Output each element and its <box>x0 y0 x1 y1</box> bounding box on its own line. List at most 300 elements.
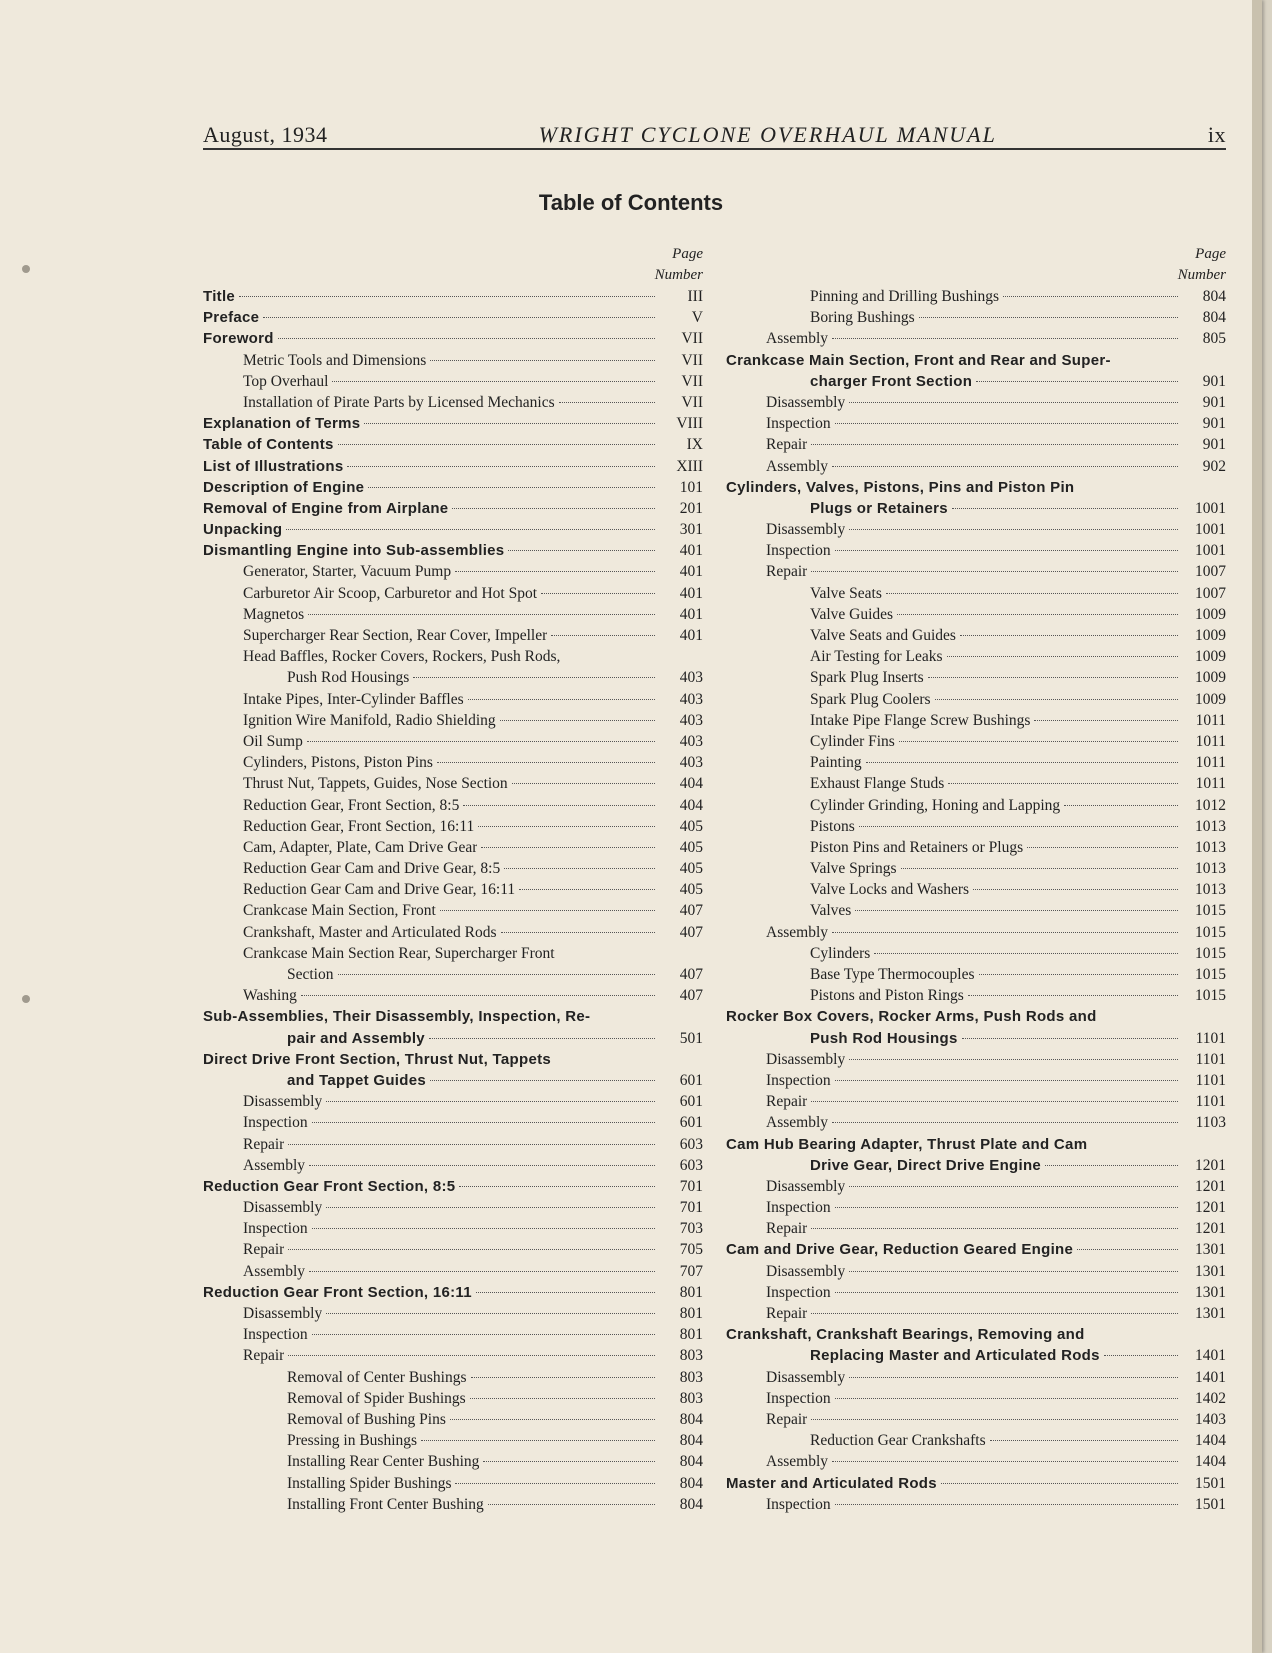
toc-entry-page: 403 <box>679 669 703 687</box>
toc-entry-label: charger Front Section <box>810 372 973 390</box>
dot-leader <box>468 699 655 700</box>
toc-entry-page: 1401 <box>1195 1368 1226 1386</box>
toc-entry <box>203 1239 703 1260</box>
toc-entry-page: 804 <box>679 1432 703 1450</box>
toc-entry-label: Assembly <box>766 1453 828 1471</box>
toc-entry <box>203 1049 703 1070</box>
toc-entry <box>203 1134 703 1155</box>
toc-entry-label: Crankcase Main Section, Front <box>243 902 436 920</box>
toc-entry <box>203 1494 703 1515</box>
dot-leader <box>973 889 1178 890</box>
toc-entry-label: Disassembly <box>766 1177 846 1195</box>
toc-entry-page: 901 <box>1202 372 1226 390</box>
toc-entry-label: Removal of Spider Bushings <box>287 1389 466 1407</box>
toc-entry-page: 1015 <box>1195 944 1226 962</box>
toc-entry-page: 1404 <box>1195 1432 1226 1450</box>
toc-entry-label: List of Illustrations <box>203 457 344 475</box>
toc-entry <box>203 689 703 710</box>
dot-leader <box>948 783 1178 784</box>
toc-entry-page: 1009 <box>1195 627 1226 644</box>
toc-entry-label: Exhaust Flange Studs <box>810 775 945 793</box>
toc-entry-page: 1401 <box>1195 1347 1226 1365</box>
toc-entry <box>726 1324 1226 1345</box>
dot-leader <box>470 1398 655 1399</box>
toc-entry-page: 705 <box>679 1241 703 1259</box>
toc-entry <box>203 1451 703 1472</box>
dot-leader <box>326 1313 655 1314</box>
toc-entry <box>726 1282 1226 1303</box>
toc-entry-page: 804 <box>679 1474 703 1492</box>
toc-entry <box>726 286 1226 307</box>
running-header <box>203 110 1226 148</box>
dot-leader <box>952 508 1178 509</box>
toc-entry-label: Push Rod Housings <box>287 669 410 687</box>
toc-entry-label: Inspection <box>243 1114 308 1132</box>
toc-entry-page: 1402 <box>1195 1389 1226 1407</box>
dot-leader <box>835 1080 1178 1081</box>
toc-entry <box>726 1239 1226 1260</box>
dot-leader <box>430 1080 655 1081</box>
toc-entry <box>203 477 703 498</box>
toc-entry <box>203 1070 703 1091</box>
toc-entry-label: Sub-Assemblies, Their Disassembly, Inspection, Re- <box>203 1008 591 1026</box>
toc-entry <box>726 1176 1226 1197</box>
toc-entry-page: 1201 <box>1195 1156 1226 1174</box>
dot-leader <box>835 550 1178 551</box>
toc-entry-label: Reduction Gear Crankshafts <box>810 1432 986 1450</box>
toc-entry-page: 1009 <box>1195 605 1226 623</box>
toc-entry-label: Rocker Box Covers, Rocker Arms, Push Rods and <box>726 1008 1097 1026</box>
dot-leader <box>459 1186 655 1187</box>
toc-entry <box>726 1049 1226 1070</box>
dot-leader <box>919 317 1178 318</box>
toc-entry-page: 1001 <box>1195 521 1226 539</box>
dot-leader <box>874 953 1178 954</box>
toc-entry-label: Reduction Gear Cam and Drive Gear, 16:11 <box>243 881 516 899</box>
toc-entry-label: Dismantling Engine into Sub-assemblies <box>203 542 505 560</box>
toc-entry-page: 804 <box>679 1495 703 1513</box>
toc-entry-label: Disassembly <box>243 1093 323 1111</box>
toc-entry <box>203 710 703 731</box>
dot-leader <box>440 910 655 911</box>
column-header-left <box>203 244 703 286</box>
toc-entry <box>203 540 703 561</box>
toc-entry-page: 801 <box>679 1326 703 1344</box>
dot-leader <box>849 1271 1178 1272</box>
toc-entry <box>203 1367 703 1388</box>
toc-entry <box>203 625 703 646</box>
toc-column-right <box>726 244 1226 1515</box>
dot-leader <box>364 423 655 424</box>
toc-entry-label: Cam Hub Bearing Adapter, Thrust Plate and Cam <box>726 1135 1088 1153</box>
toc-entry <box>726 689 1226 710</box>
toc-entry-page: 1011 <box>1195 754 1226 772</box>
toc-entry <box>203 604 703 625</box>
toc-entry-label: Removal of Bushing Pins <box>287 1410 446 1428</box>
dot-leader <box>897 614 1178 615</box>
toc-entry-label: Metric Tools and Dimensions <box>243 351 427 369</box>
toc-entry <box>203 1345 703 1366</box>
toc-entry-label: Washing <box>243 987 297 1005</box>
toc-entry <box>203 328 703 349</box>
dot-leader <box>286 529 655 530</box>
toc-entry <box>203 371 703 392</box>
toc-entry-label: Preface <box>203 309 260 327</box>
toc-entry-page: 407 <box>679 902 703 920</box>
toc-entry <box>726 773 1226 794</box>
toc-entry <box>726 519 1226 540</box>
toc-entry <box>726 816 1226 837</box>
toc-entry-label: Crankcase Main Section, Front and Rear and Super- <box>726 351 1111 369</box>
dot-leader <box>263 317 655 318</box>
toc-entry <box>726 328 1226 349</box>
dot-leader <box>455 571 655 572</box>
toc-entry-label: Direct Drive Front Section, Thrust Nut, Tappets <box>203 1050 552 1068</box>
toc-column-left <box>203 244 703 1515</box>
toc-entry-label: Cam and Drive Gear, Reduction Geared Engine <box>726 1241 1074 1259</box>
dot-leader <box>559 402 655 403</box>
dot-leader <box>811 1313 1178 1314</box>
toc-entry-page: 401 <box>679 605 703 623</box>
page-heading-line1: Page <box>1195 246 1226 262</box>
toc-entry-label: Repair <box>243 1347 285 1365</box>
toc-entry-label: Repair <box>243 1241 285 1259</box>
toc-entry-page: V <box>691 309 703 327</box>
toc-entry <box>726 795 1226 816</box>
toc-entry <box>203 1388 703 1409</box>
dot-leader <box>332 381 655 382</box>
toc-entry-label: Crankcase Main Section Rear, Supercharger Front <box>243 944 555 962</box>
toc-entry-label: Top Overhaul <box>243 372 329 390</box>
toc-entry <box>726 1218 1226 1239</box>
page-heading-line1: Page <box>672 246 703 262</box>
toc-entry-label: Assembly <box>766 457 828 475</box>
dot-leader <box>288 1355 655 1356</box>
toc-entry-label: Repair <box>766 1305 808 1322</box>
toc-entry <box>726 583 1226 604</box>
toc-entry <box>203 286 703 307</box>
toc-entry-page: IX <box>686 436 703 454</box>
toc-entry-page: 407 <box>679 966 703 983</box>
toc-entry <box>726 1345 1226 1366</box>
toc-entry <box>726 900 1226 921</box>
toc-entry-label: Plugs or Retainers <box>810 499 948 517</box>
dot-leader <box>866 762 1178 763</box>
dot-leader <box>1045 1165 1178 1166</box>
dot-leader <box>338 444 655 445</box>
dot-leader <box>500 720 655 721</box>
toc-entry-label: Piston Pins and Retainers or Plugs <box>810 838 1024 856</box>
toc-entry-page: 405 <box>679 881 703 899</box>
dot-leader <box>811 1101 1178 1102</box>
toc-entry-page: 1301 <box>1195 1262 1226 1280</box>
toc-entry-label: Oil Sump <box>243 732 303 750</box>
dot-leader <box>928 677 1178 678</box>
toc-entry-page: 703 <box>679 1220 703 1238</box>
toc-entry-page: 1011 <box>1195 732 1226 750</box>
toc-entry-page: 1012 <box>1195 796 1226 814</box>
dot-leader <box>832 932 1178 933</box>
toc-entry <box>203 1218 703 1239</box>
toc-entry <box>203 307 703 328</box>
dot-leader <box>512 783 655 784</box>
toc-entry-label: Installing Front Center Bushing <box>287 1495 484 1513</box>
toc-entry-page: 403 <box>679 690 703 708</box>
toc-entry-label: Repair <box>766 1220 808 1238</box>
toc-entry <box>726 456 1226 477</box>
toc-entry-page: 201 <box>679 499 703 517</box>
toc-entry-label: Repair <box>243 1135 285 1153</box>
toc-entry-label: Valve Seats <box>810 584 882 602</box>
toc-entry-page: 1404 <box>1195 1453 1226 1471</box>
dot-leader <box>1003 296 1178 297</box>
toc-entry-page: VII <box>681 393 703 411</box>
toc-entry <box>726 1494 1226 1515</box>
toc-entry-label: Foreword <box>203 330 274 348</box>
toc-entry <box>203 1303 703 1324</box>
toc-entry-label: Push Rod Housings <box>810 1029 958 1047</box>
toc-entry <box>203 1197 703 1218</box>
toc-entry-page: 405 <box>679 860 703 878</box>
toc-entry-label: Assembly <box>766 330 828 348</box>
toc-entry-page: 405 <box>679 817 703 835</box>
toc-entry-label: Crankshaft, Crankshaft Bearings, Removing and <box>726 1326 1085 1344</box>
toc-entry-page: 403 <box>679 754 703 772</box>
dot-leader <box>278 338 655 339</box>
dot-leader <box>849 1377 1178 1378</box>
toc-entry-page: 803 <box>679 1368 703 1386</box>
toc-entry-label: Repair <box>766 1093 808 1111</box>
toc-entry <box>203 1430 703 1451</box>
toc-entry <box>203 350 703 371</box>
toc-entry-label: Cylinders <box>810 944 871 962</box>
toc-entry-label: Base Type Thermocouples <box>810 966 975 983</box>
toc-entry-page: 407 <box>679 923 703 941</box>
toc-entry <box>726 667 1226 688</box>
toc-entry <box>726 1070 1226 1091</box>
toc-entry <box>726 1388 1226 1409</box>
toc-entry <box>726 1028 1226 1049</box>
dot-leader <box>478 826 655 827</box>
toc-entry <box>203 922 703 943</box>
toc-entry <box>726 710 1226 731</box>
toc-entry-page: 1013 <box>1195 817 1226 835</box>
toc-entry-page: 1013 <box>1195 838 1226 856</box>
toc-entry-label: Inspection <box>766 542 831 560</box>
toc-entry-label: Reduction Gear Front Section, 16:11 <box>203 1283 472 1301</box>
toc-entry <box>203 1282 703 1303</box>
toc-entry <box>726 1303 1226 1324</box>
toc-entry-label: Reduction Gear Front Section, 8:5 <box>203 1177 456 1195</box>
page-number-heading <box>603 244 703 286</box>
dot-leader <box>452 508 655 509</box>
toc-entry <box>726 752 1226 773</box>
toc-entry-page: 707 <box>679 1262 703 1280</box>
toc-entry <box>203 816 703 837</box>
dot-leader <box>990 1440 1178 1441</box>
toc-entry-label: Installing Spider Bushings <box>287 1474 452 1492</box>
toc-entry-page: 901 <box>1202 393 1226 411</box>
toc-entry-page: 403 <box>679 711 703 729</box>
toc-entry-label: Inspection <box>766 1283 831 1301</box>
dot-leader <box>811 1419 1178 1420</box>
toc-entry-label: Repair <box>766 563 808 581</box>
toc-entry-label: Inspection <box>766 1071 831 1089</box>
toc-entry-page: 901 <box>1202 415 1226 433</box>
toc-entry-label: Spark Plug Inserts <box>810 669 924 687</box>
dot-leader <box>962 1038 1178 1039</box>
dot-leader <box>239 296 655 297</box>
dot-leader <box>849 402 1178 403</box>
toc-entry-label: Painting <box>810 754 862 772</box>
toc-entry-page: 301 <box>679 521 703 539</box>
toc-entry <box>203 667 703 688</box>
toc-entry <box>203 964 703 985</box>
toc-entry-page: 1201 <box>1195 1199 1226 1217</box>
toc-entry-label: Disassembly <box>766 1368 846 1386</box>
toc-entry <box>726 1155 1226 1176</box>
toc-entry-label: Valve Springs <box>810 860 897 878</box>
toc-entry <box>726 434 1226 455</box>
toc-entry-page: VII <box>681 351 703 369</box>
dot-leader <box>338 974 656 975</box>
toc-entry <box>203 1155 703 1176</box>
dot-leader <box>901 868 1178 869</box>
toc-entry-page: 401 <box>679 584 703 602</box>
toc-entry <box>726 646 1226 667</box>
dot-leader <box>308 614 655 615</box>
toc-entry <box>726 858 1226 879</box>
toc-entry <box>726 879 1226 900</box>
toc-entry-label: Unpacking <box>203 521 283 539</box>
dot-leader <box>488 1504 655 1505</box>
toc-entry <box>203 456 703 477</box>
toc-entry <box>203 1112 703 1133</box>
dot-leader <box>855 910 1178 911</box>
toc-entry <box>726 964 1226 985</box>
toc-entry <box>726 985 1226 1006</box>
toc-entry-page: 805 <box>1202 330 1226 348</box>
page-title: Table of Contents <box>538 190 724 215</box>
toc-entry-page: 1301 <box>1195 1283 1226 1301</box>
dot-leader <box>849 529 1178 530</box>
dot-leader <box>941 1483 1178 1484</box>
toc-entry-page: 1015 <box>1195 902 1226 920</box>
toc-entry-page: 401 <box>679 627 703 644</box>
toc-entry <box>203 858 703 879</box>
toc-entry-page: 603 <box>679 1135 703 1153</box>
toc-entry-label: Cylinder Grinding, Honing and Lapping <box>810 796 1061 814</box>
dot-leader <box>312 1122 655 1123</box>
toc-entry-page: 1015 <box>1195 923 1226 941</box>
dot-leader <box>1034 720 1178 721</box>
dot-leader <box>979 974 1179 975</box>
dot-leader <box>968 995 1178 996</box>
dot-leader <box>835 1398 1178 1399</box>
toc-entry-label: Removal of Engine from Airplane <box>203 499 449 517</box>
toc-entry-page: 401 <box>679 542 703 560</box>
toc-entry <box>203 561 703 582</box>
dot-leader <box>935 699 1178 700</box>
toc-entry <box>726 561 1226 582</box>
toc-entry-label: Intake Pipes, Inter-Cylinder Baffles <box>243 690 464 708</box>
toc-entry-label: Valve Locks and Washers <box>810 881 970 899</box>
toc-entry <box>203 795 703 816</box>
toc-entry-label: Assembly <box>243 1262 305 1280</box>
toc-entry-page: 407 <box>679 987 703 1005</box>
toc-entry-page: 1015 <box>1195 987 1226 1005</box>
dot-leader <box>437 762 655 763</box>
toc-entry-label: Ignition Wire Manifold, Radio Shielding <box>243 711 496 729</box>
toc-entry <box>726 1091 1226 1112</box>
toc-list-right <box>726 286 1226 1515</box>
toc-entry-page: 1011 <box>1195 775 1226 793</box>
toc-entry-label: Spark Plug Coolers <box>810 690 931 708</box>
dot-leader <box>430 360 655 361</box>
dot-leader <box>835 423 1178 424</box>
dot-leader <box>811 571 1178 572</box>
toc-entry <box>726 413 1226 434</box>
toc-entry-page: 1009 <box>1195 690 1226 708</box>
toc-entry <box>203 1091 703 1112</box>
toc-entry-label: Reduction Gear, Front Section, 8:5 <box>243 796 460 814</box>
dot-leader <box>859 826 1178 827</box>
dot-leader <box>832 1122 1178 1123</box>
toc-entry-label: Table of Contents <box>203 436 334 454</box>
dot-leader <box>476 1292 655 1293</box>
page-heading-line2: Number <box>654 267 703 283</box>
dot-leader <box>326 1101 655 1102</box>
toc-entry-page: 1301 <box>1195 1305 1226 1322</box>
toc-entry <box>203 392 703 413</box>
dot-leader <box>886 593 1178 594</box>
toc-entry <box>726 1006 1226 1027</box>
toc-entry <box>726 371 1226 392</box>
dot-leader <box>326 1207 655 1208</box>
toc-entry <box>726 540 1226 561</box>
dot-leader <box>508 550 655 551</box>
toc-entry-label: Disassembly <box>243 1305 323 1322</box>
dot-leader <box>811 1228 1178 1229</box>
toc-entry-label: Cylinders, Valves, Pistons, Pins and Piston Pin <box>726 478 1075 496</box>
toc-entry-label: Pinning and Drilling Bushings <box>810 288 1000 305</box>
toc-entry <box>203 1473 703 1494</box>
page-number-heading <box>1126 244 1226 286</box>
toc-entry <box>726 731 1226 752</box>
toc-entry-label: Repair <box>766 436 808 454</box>
column-header-right <box>726 244 1226 286</box>
toc-entry-page: 1201 <box>1195 1220 1226 1238</box>
toc-entry-label: Pistons and Piston Rings <box>810 987 964 1005</box>
toc-entry <box>203 434 703 455</box>
toc-entry-page: 1301 <box>1195 1241 1226 1259</box>
dot-leader <box>309 1271 655 1272</box>
toc-entry-label: Inspection <box>766 415 831 433</box>
toc-entry-label: Air Testing for Leaks <box>810 648 943 666</box>
toc-entry-page: 803 <box>679 1389 703 1407</box>
toc-entry-page: 1009 <box>1195 669 1226 687</box>
toc-entry-page: 1201 <box>1195 1177 1226 1195</box>
dot-leader <box>835 1207 1178 1208</box>
dot-leader <box>832 1461 1178 1462</box>
dot-leader <box>835 1504 1178 1505</box>
toc-entry-label: Thrust Nut, Tappets, Guides, Nose Section <box>243 775 508 793</box>
dot-leader <box>504 868 655 869</box>
toc-entry <box>203 1261 703 1282</box>
toc-entry-label: Description of Engine <box>203 478 365 496</box>
dot-leader <box>551 635 655 636</box>
toc-entry <box>726 1451 1226 1472</box>
